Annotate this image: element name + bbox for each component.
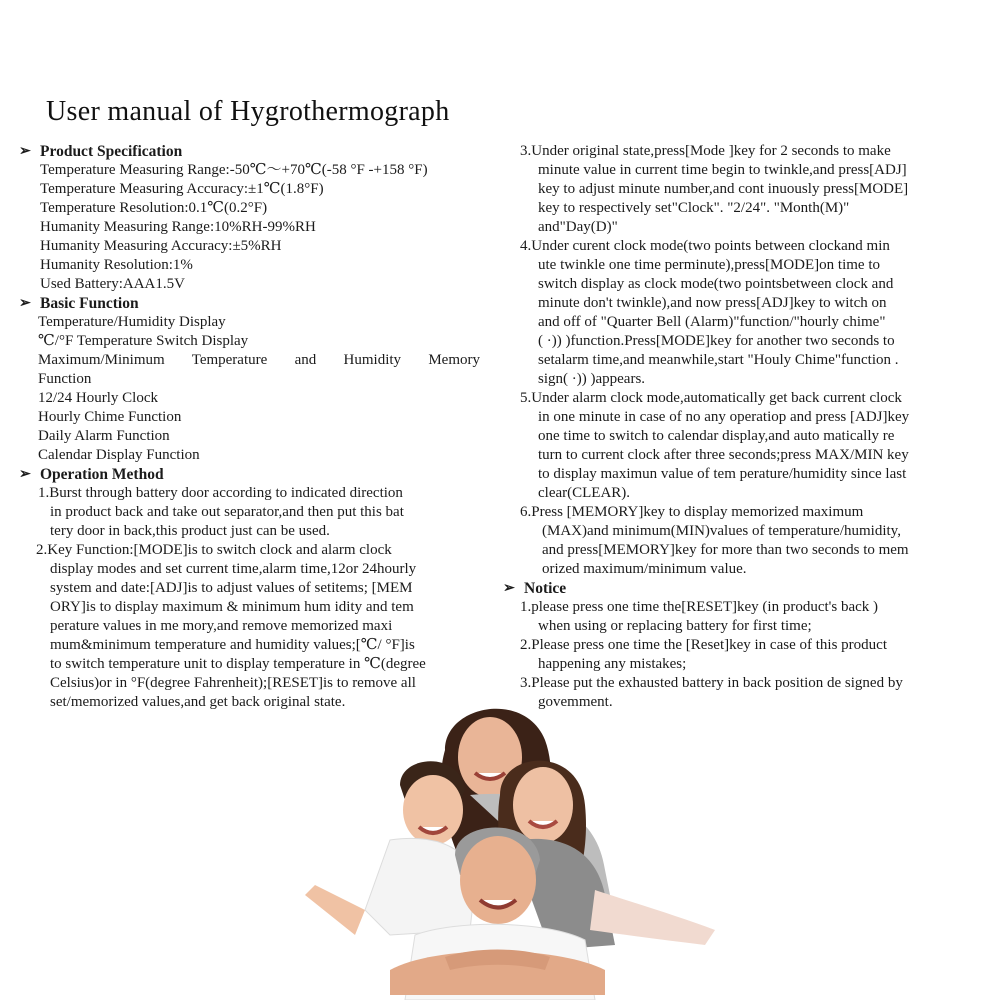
operation-line: 1.Burst through battery door according to indicated direction — [38, 485, 403, 501]
function-line: Temperature/Humidity Display — [38, 314, 226, 330]
product-spec-heading-text: Product Specification — [40, 143, 183, 160]
right-column — [503, 142, 968, 712]
operation-line: ute twinkle one time perminute),press[MODE]on time to — [538, 257, 881, 273]
operation-line: mum&minimum temperature and humidity values;[℃/ °F]is — [50, 637, 415, 653]
spec-line: Temperature Resolution:0.1℃(0.2°F) — [40, 200, 268, 216]
notice-line: 3.Please put the exhausted battery in back position de signed by — [520, 675, 903, 691]
operation-line: switch display as clock mode(two pointsbetween clock and — [538, 276, 894, 292]
function-line: 12/24 Hourly Clock — [38, 390, 158, 406]
notice-line: happening any mistakes; — [538, 656, 687, 672]
spec-line: Temperature Measuring Accuracy:±1℃(1.8°F) — [40, 181, 324, 197]
operation-line: ( ·)) )function.Press[MODE]key for another two seconds to — [538, 333, 895, 349]
operation-line: set/memorized values,and get back original state. — [50, 694, 346, 710]
spec-line: Humanity Resolution:1% — [40, 257, 193, 273]
operation-line: 2.Key Function:[MODE]is to switch clock and alarm clock — [36, 542, 392, 558]
arrowhead-bullet-icon: ➢ — [19, 144, 31, 159]
arrowhead-bullet-icon: ➢ — [503, 581, 515, 596]
spec-line: Temperature Measuring Range:-50℃～+70℃(-58 °F -+158 °F) — [40, 162, 428, 178]
arrowhead-bullet-icon: ➢ — [19, 296, 31, 311]
operation-line: 5.Under alarm clock mode,automatically get back current clock — [520, 390, 902, 406]
operation-line: (MAX)and minimum(MIN)values of temperature/humidity, — [542, 523, 901, 539]
operation-line: Celsius)or in °F(degree Fahrenheit);[RESET]is to remove all — [50, 675, 416, 691]
operation-line: ORY]is to display maximum & minimum hum idity and tem — [50, 599, 414, 615]
notice-heading — [500, 579, 968, 598]
page-title: User manual of Hygrothermograph — [46, 96, 450, 127]
function-line: Daily Alarm Function — [38, 428, 170, 444]
function-line: Hourly Chime Function — [38, 409, 182, 425]
operation-line: and"Day(D)" — [538, 219, 618, 235]
basic-function-heading-text: Basic Function — [40, 295, 139, 312]
notice-heading-text: Notice — [524, 580, 567, 597]
operation-line: in one minute in case of no any operatiop and press [ADJ]key — [538, 409, 910, 425]
operation-heading — [16, 465, 480, 484]
operation-line: sign( ·)) )appears. — [538, 371, 646, 387]
operation-list-right — [520, 142, 968, 579]
spec-line: Used Battery:AAA1.5V — [40, 276, 185, 292]
spec-line: Humanity Measuring Range:10%RH-99%RH — [40, 219, 316, 235]
operation-line: to switch temperature unit to display temperature in ℃(degree — [50, 656, 426, 672]
family-photo — [295, 695, 735, 1000]
operation-line: one time to switch to calendar display,and auto matically re — [538, 428, 895, 444]
operation-line: display modes and set current time,alarm time,12or 24hourly — [50, 561, 417, 577]
operation-line: key to respectively set"Clock". "2/24". "Month(M)" — [538, 200, 850, 216]
operation-line: minute don't twinkle),and now press[ADJ]key to witch on — [538, 295, 887, 311]
operation-line: clear(CLEAR). — [538, 485, 631, 501]
operation-line: in product back and take out separator,and then put this bat — [50, 504, 404, 520]
operation-line: 6.Press [MEMORY]key to display memorized maximum — [520, 504, 864, 520]
operation-line: setalarm time,and meanwhile,start "Houly Chime"function . — [538, 352, 899, 368]
function-line: Function — [38, 371, 92, 387]
basic-function-heading — [16, 294, 480, 313]
product-spec-heading — [16, 142, 480, 161]
operation-line: perature values in me mory,and remove memorized maxi — [50, 618, 393, 634]
operation-line: turn to current clock after three seconds;press MAX/MIN key — [538, 447, 909, 463]
operation-line: 4.Under curent clock mode(two points between clockand min — [520, 238, 890, 254]
function-line: Maximum/Minimum Temperature and Humidity Memory — [38, 352, 480, 368]
left-column — [16, 142, 480, 712]
operation-line: system and date:[ADJ]is to adjust values of setitems; [MEM — [50, 580, 413, 596]
product-spec-list — [16, 161, 480, 294]
operation-list-left — [16, 484, 480, 712]
operation-line: orized maximum/minimum value. — [542, 561, 747, 577]
notice-line: 2.Please press one time the [Reset]key in case of this product — [520, 637, 887, 653]
function-line: Calendar Display Function — [38, 447, 200, 463]
operation-heading-text: Operation Method — [40, 466, 164, 483]
notice-line: 1.please press one time the[RESET]key (in product's back ) — [520, 599, 879, 615]
notice-line: govemment. — [538, 694, 613, 710]
operation-line: to display maximun value of tem perature/humidity since last — [538, 466, 907, 482]
spec-line: Humanity Measuring Accuracy:±5%RH — [40, 238, 282, 254]
operation-line: and off of "Quarter Bell (Alarm)"function/"hourly chime" — [538, 314, 886, 330]
operation-line: key to adjust minute number,and cont inuously press[MODE] — [538, 181, 909, 197]
operation-line: tery door in back,this product just can be used. — [50, 523, 330, 539]
function-line: ℃/°F Temperature Switch Display — [38, 333, 249, 349]
operation-line: 3.Under original state,press[Mode ]key for 2 seconds to make — [520, 143, 891, 159]
basic-function-list — [16, 313, 480, 465]
operation-line: minute value in current time begin to twinkle,and press[ADJ] — [538, 162, 907, 178]
arrowhead-bullet-icon: ➢ — [19, 467, 31, 482]
notice-line: when using or replacing battery for first time; — [538, 618, 812, 634]
operation-line: and press[MEMORY]key for more than two seconds to mem — [542, 542, 909, 558]
